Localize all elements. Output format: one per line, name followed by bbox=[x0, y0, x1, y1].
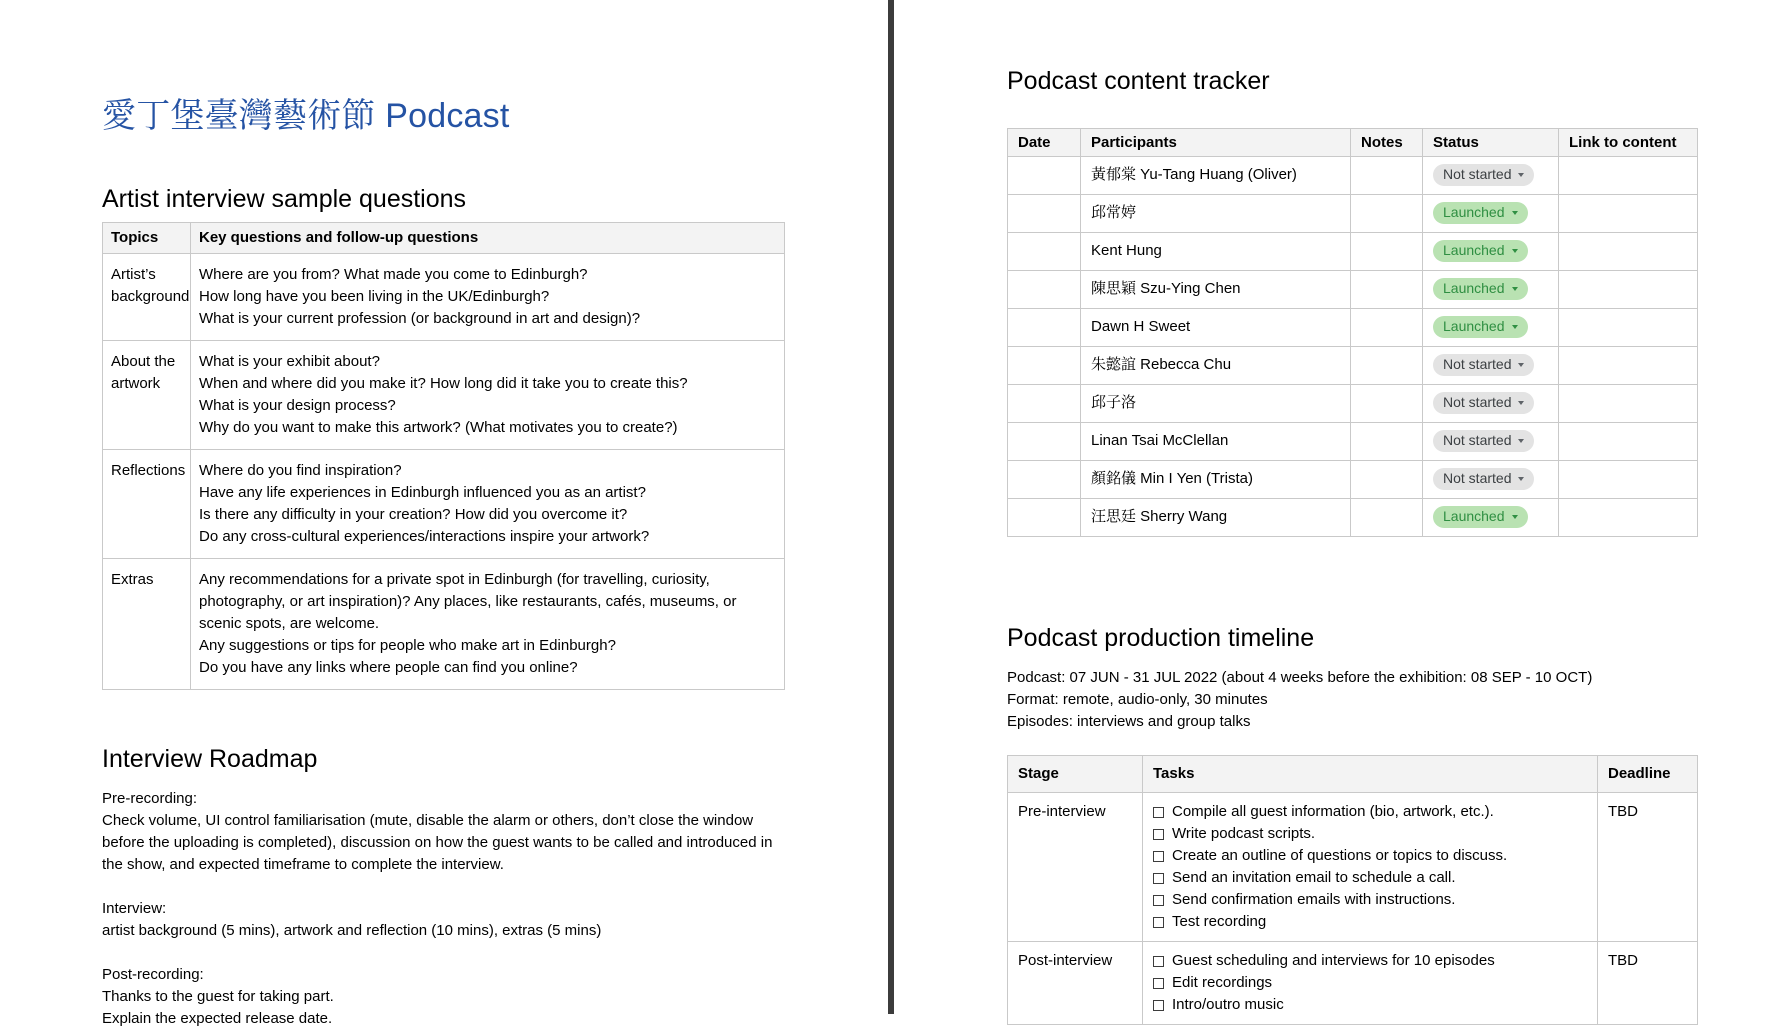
status-cell bbox=[1423, 309, 1559, 347]
podcast-content-tracker-table bbox=[1007, 128, 1698, 537]
roadmap-text bbox=[102, 788, 785, 1030]
task-checkbox-icon[interactable] bbox=[1153, 1000, 1164, 1011]
date-cell bbox=[1008, 271, 1081, 309]
roadmap-line: Pre-recording: bbox=[102, 790, 198, 807]
status-dropdown[interactable] bbox=[1433, 392, 1534, 414]
dropdown-caret-icon bbox=[1512, 211, 1518, 215]
topic-cell: Reflections bbox=[103, 450, 191, 559]
participant-cell: Kent Hung bbox=[1081, 233, 1351, 271]
deadline-cell: TBD bbox=[1598, 942, 1698, 1025]
topic-cell: Extras bbox=[103, 559, 191, 690]
question-line: Any suggestions or tips for people who make art in Edinburgh? bbox=[199, 637, 616, 654]
table-row bbox=[1008, 157, 1698, 195]
stage-cell: Pre-interview bbox=[1008, 793, 1143, 942]
notes-cell bbox=[1351, 195, 1423, 233]
link-cell bbox=[1559, 461, 1698, 499]
date-cell bbox=[1008, 347, 1081, 385]
date-cell bbox=[1008, 499, 1081, 537]
question-line: What is your current profession (or background in art and design)? bbox=[199, 310, 641, 327]
task-label: Test recording bbox=[1172, 913, 1267, 930]
dropdown-caret-icon bbox=[1518, 173, 1524, 177]
section-heading-content-tracker: Podcast content tracker bbox=[1007, 67, 1270, 95]
table-header-row bbox=[1008, 756, 1698, 793]
link-cell bbox=[1559, 271, 1698, 309]
table-row bbox=[1008, 385, 1698, 423]
table-row bbox=[1008, 195, 1698, 233]
status-cell bbox=[1423, 423, 1559, 461]
status-cell bbox=[1423, 233, 1559, 271]
document-page-left bbox=[0, 0, 888, 1027]
table-row bbox=[1008, 423, 1698, 461]
intro-line-episodes: Episodes: interviews and group talks bbox=[1007, 713, 1251, 730]
question-line: Why do you want to make this artwork? (What motivates you to create?) bbox=[199, 419, 678, 436]
table-row bbox=[103, 559, 785, 690]
roadmap-line: Explain the expected release date. bbox=[102, 1010, 333, 1027]
table-row bbox=[1008, 271, 1698, 309]
task-label: Guest scheduling and interviews for 10 episodes bbox=[1172, 952, 1495, 969]
table-header-row bbox=[1008, 129, 1698, 157]
link-cell bbox=[1559, 157, 1698, 195]
link-cell bbox=[1559, 423, 1698, 461]
section-heading-production-timeline: Podcast production timeline bbox=[1007, 624, 1315, 652]
status-cell bbox=[1423, 461, 1559, 499]
link-cell bbox=[1559, 309, 1698, 347]
date-cell bbox=[1008, 385, 1081, 423]
col-header-tasks: Tasks bbox=[1143, 756, 1598, 793]
status-label: Launched bbox=[1443, 204, 1505, 220]
section-heading-interview-roadmap: Interview Roadmap bbox=[102, 745, 318, 773]
timeline-intro bbox=[1007, 667, 1700, 733]
question-line: When and where did you make it? How long did it take you to create this? bbox=[199, 375, 688, 392]
date-cell bbox=[1008, 423, 1081, 461]
task-checkbox-icon[interactable] bbox=[1153, 917, 1164, 928]
status-label: Launched bbox=[1443, 508, 1505, 524]
question-line: Where do you find inspiration? bbox=[199, 462, 402, 479]
notes-cell bbox=[1351, 499, 1423, 537]
question-line: Any recommendations for a private spot in Edinburgh (for travelling, curiosity, photography, or art inspiration)? Any places, like restaurants, cafés, museums, or scenic spots, are welcome. bbox=[199, 571, 737, 632]
dropdown-caret-icon bbox=[1518, 363, 1524, 367]
topic-cell: Artist’s background bbox=[103, 254, 191, 341]
col-header-date: Date bbox=[1008, 129, 1081, 157]
col-header-deadline: Deadline bbox=[1598, 756, 1698, 793]
deadline-cell: TBD bbox=[1598, 793, 1698, 942]
notes-cell bbox=[1351, 157, 1423, 195]
date-cell bbox=[1008, 309, 1081, 347]
document-title: 愛丁堡臺灣藝術節 Podcast bbox=[102, 97, 510, 135]
roadmap-line: artist background (5 mins), artwork and reflection (10 mins), extras (5 mins) bbox=[102, 922, 602, 939]
link-cell bbox=[1559, 233, 1698, 271]
task-item bbox=[1153, 801, 1587, 823]
status-dropdown[interactable] bbox=[1433, 278, 1528, 300]
task-checkbox-icon[interactable] bbox=[1153, 978, 1164, 989]
col-header-link: Link to content bbox=[1559, 129, 1698, 157]
table-row bbox=[1008, 309, 1698, 347]
status-dropdown[interactable] bbox=[1433, 506, 1528, 528]
participant-cell: 邱常婷 bbox=[1081, 195, 1351, 233]
table-row bbox=[103, 254, 785, 341]
participant-cell: 陳思穎 Szu-Ying Chen bbox=[1081, 271, 1351, 309]
date-cell bbox=[1008, 233, 1081, 271]
questions-cell bbox=[191, 254, 785, 341]
questions-cell bbox=[191, 450, 785, 559]
notes-cell bbox=[1351, 309, 1423, 347]
link-cell bbox=[1559, 195, 1698, 233]
task-checkbox-icon[interactable] bbox=[1153, 829, 1164, 840]
notes-cell bbox=[1351, 461, 1423, 499]
task-item bbox=[1153, 845, 1587, 867]
table-row bbox=[1008, 347, 1698, 385]
task-label: Compile all guest information (bio, artwork, etc.). bbox=[1172, 803, 1494, 820]
status-cell bbox=[1423, 347, 1559, 385]
date-cell bbox=[1008, 461, 1081, 499]
questions-table bbox=[102, 222, 785, 690]
participant-cell: Dawn H Sweet bbox=[1081, 309, 1351, 347]
task-label: Send an invitation email to schedule a call. bbox=[1172, 869, 1456, 886]
notes-cell bbox=[1351, 271, 1423, 309]
dropdown-caret-icon bbox=[1518, 477, 1524, 481]
tasks-cell bbox=[1143, 942, 1598, 1025]
question-line: Have any life experiences in Edinburgh influenced you as an artist? bbox=[199, 484, 646, 501]
status-cell bbox=[1423, 157, 1559, 195]
task-item bbox=[1153, 950, 1587, 972]
date-cell bbox=[1008, 195, 1081, 233]
participant-cell: 汪思廷 Sherry Wang bbox=[1081, 499, 1351, 537]
status-cell bbox=[1423, 271, 1559, 309]
status-dropdown[interactable] bbox=[1433, 468, 1534, 490]
task-checkbox-icon[interactable] bbox=[1153, 851, 1164, 862]
task-item bbox=[1153, 972, 1587, 994]
document-page-right bbox=[894, 0, 1780, 1014]
notes-cell bbox=[1351, 347, 1423, 385]
status-label: Not started bbox=[1443, 166, 1512, 182]
col-header-key-questions: Key questions and follow-up questions bbox=[191, 223, 785, 254]
participant-cell: Linan Tsai McClellan bbox=[1081, 423, 1351, 461]
production-timeline-table bbox=[1007, 755, 1698, 1025]
dropdown-caret-icon bbox=[1518, 401, 1524, 405]
col-header-status: Status bbox=[1423, 129, 1559, 157]
task-item bbox=[1153, 867, 1587, 889]
roadmap-blank-line bbox=[102, 876, 785, 898]
task-item bbox=[1153, 911, 1587, 933]
table-header-row bbox=[103, 223, 785, 254]
link-cell bbox=[1559, 499, 1698, 537]
table-row bbox=[1008, 233, 1698, 271]
table-row bbox=[1008, 942, 1698, 1025]
status-label: Not started bbox=[1443, 470, 1512, 486]
roadmap-blank-line bbox=[102, 942, 785, 964]
task-label: Write podcast scripts. bbox=[1172, 825, 1316, 842]
task-checkbox-icon[interactable] bbox=[1153, 873, 1164, 884]
notes-cell bbox=[1351, 233, 1423, 271]
status-dropdown[interactable] bbox=[1433, 164, 1534, 186]
col-header-notes: Notes bbox=[1351, 129, 1423, 157]
status-dropdown[interactable] bbox=[1433, 202, 1528, 224]
participant-cell: 邱子洛 bbox=[1081, 385, 1351, 423]
table-row bbox=[1008, 499, 1698, 537]
status-cell bbox=[1423, 195, 1559, 233]
questions-cell bbox=[191, 341, 785, 450]
task-item bbox=[1153, 823, 1587, 845]
participant-cell: 朱懿誼 Rebecca Chu bbox=[1081, 347, 1351, 385]
table-row bbox=[103, 341, 785, 450]
task-label: Edit recordings bbox=[1172, 974, 1273, 991]
task-checkbox-icon[interactable] bbox=[1153, 956, 1164, 967]
roadmap-line: Thanks to the guest for taking part. bbox=[102, 988, 334, 1005]
roadmap-line: Check volume, UI control familiarisation (mute, disable the alarm or others, don’t close the window before the uploading is completed), discussion on how the guest wants to be called and introduced in the show, and expected timeframe to complete the interview. bbox=[102, 812, 773, 873]
status-dropdown[interactable] bbox=[1433, 240, 1528, 262]
task-label: Intro/outro music bbox=[1172, 996, 1284, 1013]
status-label: Launched bbox=[1443, 318, 1505, 334]
table-row bbox=[103, 450, 785, 559]
topic-cell: About the artwork bbox=[103, 341, 191, 450]
question-line: Is there any difficulty in your creation? How did you overcome it? bbox=[199, 506, 628, 523]
date-cell bbox=[1008, 157, 1081, 195]
stage-cell: Post-interview bbox=[1008, 942, 1143, 1025]
notes-cell bbox=[1351, 423, 1423, 461]
status-dropdown[interactable] bbox=[1433, 430, 1534, 452]
status-label: Launched bbox=[1443, 242, 1505, 258]
col-header-topics: Topics bbox=[103, 223, 191, 254]
task-label: Send confirmation emails with instructions. bbox=[1172, 891, 1456, 908]
status-dropdown[interactable] bbox=[1433, 316, 1528, 338]
status-label: Launched bbox=[1443, 280, 1505, 296]
task-item bbox=[1153, 889, 1587, 911]
notes-cell bbox=[1351, 385, 1423, 423]
link-cell bbox=[1559, 347, 1698, 385]
tasks-cell bbox=[1143, 793, 1598, 942]
intro-line-podcast-dates: Podcast: 07 JUN - 31 JUL 2022 (about 4 weeks before the exhibition: 08 SEP - 10 OCT) bbox=[1007, 669, 1593, 686]
col-header-participants: Participants bbox=[1081, 129, 1351, 157]
status-label: Not started bbox=[1443, 432, 1512, 448]
status-label: Not started bbox=[1443, 394, 1512, 410]
status-label: Not started bbox=[1443, 356, 1512, 372]
question-line: What is your design process? bbox=[199, 397, 396, 414]
link-cell bbox=[1559, 385, 1698, 423]
task-item bbox=[1153, 994, 1587, 1016]
question-line: Do you have any links where people can find you online? bbox=[199, 659, 578, 676]
question-line: How long have you been living in the UK/Edinburgh? bbox=[199, 288, 550, 305]
dropdown-caret-icon bbox=[1512, 287, 1518, 291]
participant-cell: 顏銘儀 Min I Yen (Trista) bbox=[1081, 461, 1351, 499]
section-heading-artist-questions: Artist interview sample questions bbox=[102, 185, 467, 213]
question-line: Do any cross-cultural experiences/interactions inspire your artwork? bbox=[199, 528, 650, 545]
table-row bbox=[1008, 793, 1698, 942]
status-cell bbox=[1423, 499, 1559, 537]
table-row bbox=[1008, 461, 1698, 499]
roadmap-line: Post-recording: bbox=[102, 966, 204, 983]
dropdown-caret-icon bbox=[1512, 515, 1518, 519]
roadmap-line: Interview: bbox=[102, 900, 167, 917]
status-dropdown[interactable] bbox=[1433, 354, 1534, 376]
dropdown-caret-icon bbox=[1512, 325, 1518, 329]
intro-line-format: Format: remote, audio-only, 30 minutes bbox=[1007, 691, 1268, 708]
dropdown-caret-icon bbox=[1518, 439, 1524, 443]
questions-cell bbox=[191, 559, 785, 690]
dropdown-caret-icon bbox=[1512, 249, 1518, 253]
task-label: Create an outline of questions or topics to discuss. bbox=[1172, 847, 1508, 864]
question-line: What is your exhibit about? bbox=[199, 353, 380, 370]
participant-cell: 黃郁棠 Yu-Tang Huang (Oliver) bbox=[1081, 157, 1351, 195]
task-checkbox-icon[interactable] bbox=[1153, 895, 1164, 906]
task-checkbox-icon[interactable] bbox=[1153, 807, 1164, 818]
status-cell bbox=[1423, 385, 1559, 423]
col-header-stage: Stage bbox=[1008, 756, 1143, 793]
question-line: Where are you from? What made you come to Edinburgh? bbox=[199, 266, 588, 283]
